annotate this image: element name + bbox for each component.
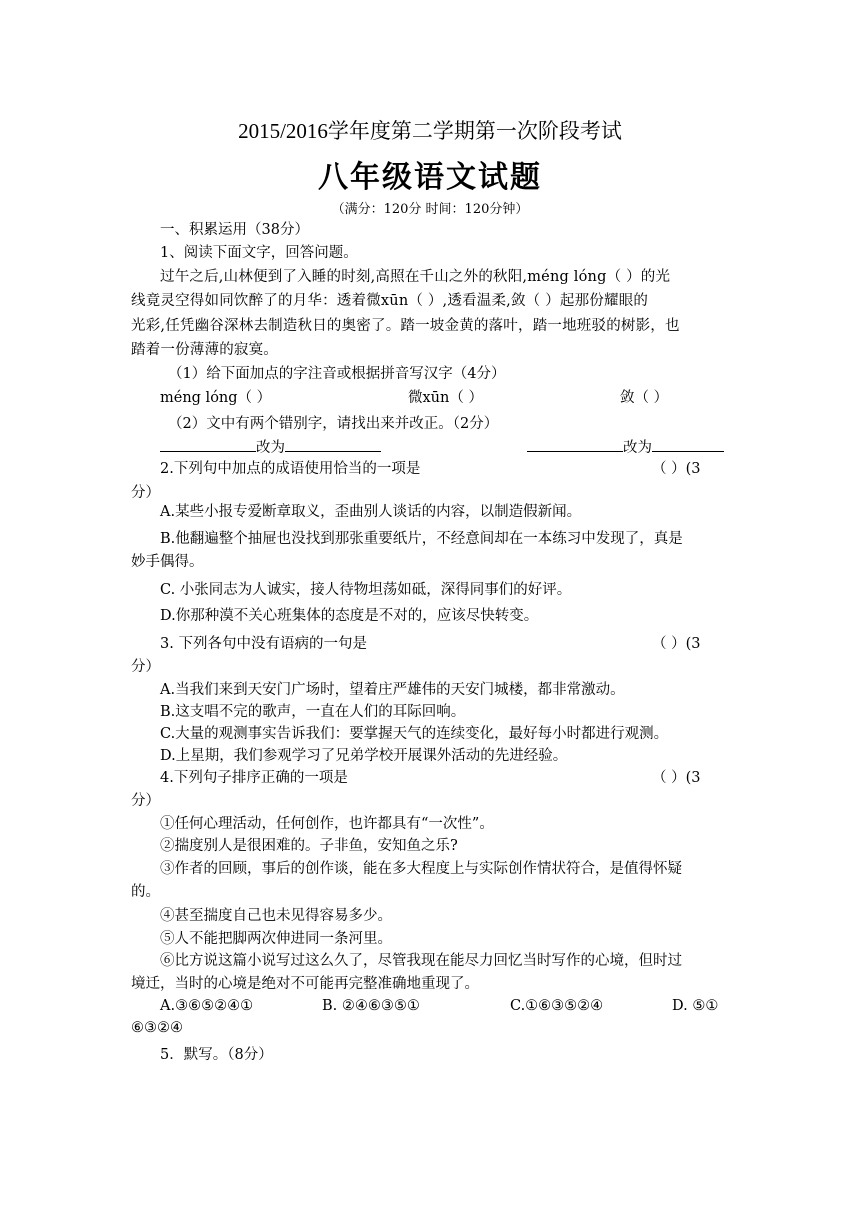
q4-sentence: ⑥比方说这篇小说写过这么久了，尽管我现在能尽力回忆当时写作的心境，但时过 bbox=[160, 953, 682, 969]
q4-sentence-cont: 境迁，当时的心境是绝对不可能再完整准确地重现了。 bbox=[131, 976, 479, 992]
q4-option-d-cont: ⑥③②④ bbox=[131, 1020, 183, 1036]
q2-prompt: 2.下列句中加点的成语使用恰当的一项是 bbox=[160, 461, 421, 477]
q4-option-c: C.①⑥③⑤②④ bbox=[510, 998, 604, 1014]
q4-option-b: B. ②④⑥③⑤① bbox=[322, 998, 420, 1014]
q1-passage-line: 光彩,任凭幽谷深林去制造秋日的奥密了。踏一坡金黄的落叶，踏一地班驳的树影，也 bbox=[131, 318, 680, 334]
q3-score-cont: 分） bbox=[131, 659, 160, 675]
q4-answer-bracket: （ ）(3 bbox=[652, 770, 701, 786]
q5-prompt: 5．默写。（8分） bbox=[160, 1047, 273, 1063]
q4-sentence-cont: 的。 bbox=[131, 884, 160, 900]
q3-option-a: A.当我们来到天安门广场时，望着庄严雄伟的天安门城楼，都非常激动。 bbox=[160, 682, 625, 698]
q3-option-b: B.这支唱不完的歌声，一直在人们的耳际回响。 bbox=[160, 704, 466, 720]
gaiwei-label: 改为 bbox=[256, 440, 285, 456]
q4-option-d: D. ⑤① bbox=[672, 998, 719, 1014]
q1-prompt: 1、阅读下面文字，回答问题。 bbox=[160, 245, 358, 261]
q1-correction-row bbox=[160, 437, 381, 458]
answer-blank[interactable] bbox=[652, 437, 724, 452]
q1-sub1-item: 微xūn（ ） bbox=[408, 390, 483, 406]
q3-prompt: 3. 下列各句中没有语病的一句是 bbox=[160, 636, 367, 652]
q2-answer-bracket: （ ）(3 bbox=[652, 461, 701, 477]
q2-score-cont: 分） bbox=[131, 485, 160, 501]
q4-sentence: ④甚至揣度自己也未见得容易多少。 bbox=[160, 908, 392, 924]
answer-blank[interactable] bbox=[160, 437, 256, 452]
q3-option-d: D.上星期，我们参观学习了兄弟学校开展课外活动的先进经验。 bbox=[160, 748, 568, 764]
q1-sub1-item: méng lóng（ ） bbox=[160, 390, 272, 406]
q1-passage-line: 踏着一份薄薄的寂寞。 bbox=[131, 342, 278, 358]
q4-score-cont: 分） bbox=[131, 793, 160, 809]
q4-sentence: ③作者的回顾，事后的创作谈，能在多大程度上与实际创作情状符合，是值得怀疑 bbox=[160, 861, 682, 877]
q3-answer-bracket: （ ）(3 bbox=[652, 636, 701, 652]
q4-prompt: 4.下列句子排序正确的一项是 bbox=[160, 770, 348, 786]
score-time-note: （满分：120分 时间：120分钟） bbox=[331, 202, 529, 217]
q4-option-a: A.③⑥⑤②④① bbox=[160, 998, 254, 1014]
q2-option-a: A.某些小报专爱断章取义，歪曲别人谈话的内容，以制造假新闻。 bbox=[160, 504, 582, 520]
q4-sentence: ⑤人不能把脚两次伸进同一条河里。 bbox=[160, 931, 392, 947]
q3-option-c: C.大量的观测事实告诉我们：要掌握天气的连续变化，最好每小时都进行观测。 bbox=[160, 726, 669, 742]
q2-option-b: B.他翻遍整个抽屉也没找到那张重要纸片，不经意间却在一本练习中发现了，真是 bbox=[160, 531, 683, 547]
section-heading: 一、积累运用（38分） bbox=[160, 222, 309, 238]
q2-option-c: C. 小张同志为人诚实，接人待物坦荡如砥，深得同事们的好评。 bbox=[160, 582, 572, 598]
q1-passage-line: 线竟灵空得如同饮醉了的月华：透着微xūn（ ）,透看温柔,敛（ ）起那份耀眼的 bbox=[131, 293, 649, 309]
page-title: 八年级语文试题 bbox=[318, 160, 542, 195]
q2-option-b-cont: 妙手偶得。 bbox=[131, 554, 204, 570]
q1-passage-line: 过午之后,山林便到了入睡的时刻,高照在千山之外的秋阳,méng lóng（ ）的光 bbox=[160, 269, 671, 285]
answer-blank[interactable] bbox=[527, 437, 623, 452]
q1-sub2: （2）文中有两个错别字，请找出来并改正。（2分） bbox=[168, 416, 499, 432]
q2-option-d: D.你那种漠不关心班集体的态度是不对的，应该尽快转变。 bbox=[160, 608, 539, 624]
gaiwei-label: 改为 bbox=[623, 440, 652, 456]
q4-sentence: ②揣度别人是很困难的。子非鱼，安知鱼之乐? bbox=[160, 838, 458, 854]
q1-sub1: （1）给下面加点的字注音或根据拼音写汉字（4分） bbox=[168, 366, 506, 382]
q4-sentence: ①任何心理活动，任何创作，也许都具有“一次性”。 bbox=[160, 816, 494, 832]
answer-blank[interactable] bbox=[285, 437, 381, 452]
q1-correction-row bbox=[527, 437, 724, 458]
q1-sub1-item: 敛（ ） bbox=[620, 390, 669, 406]
exam-name: 2015/2016学年度第二学期第一次阶段考试 bbox=[238, 119, 622, 143]
